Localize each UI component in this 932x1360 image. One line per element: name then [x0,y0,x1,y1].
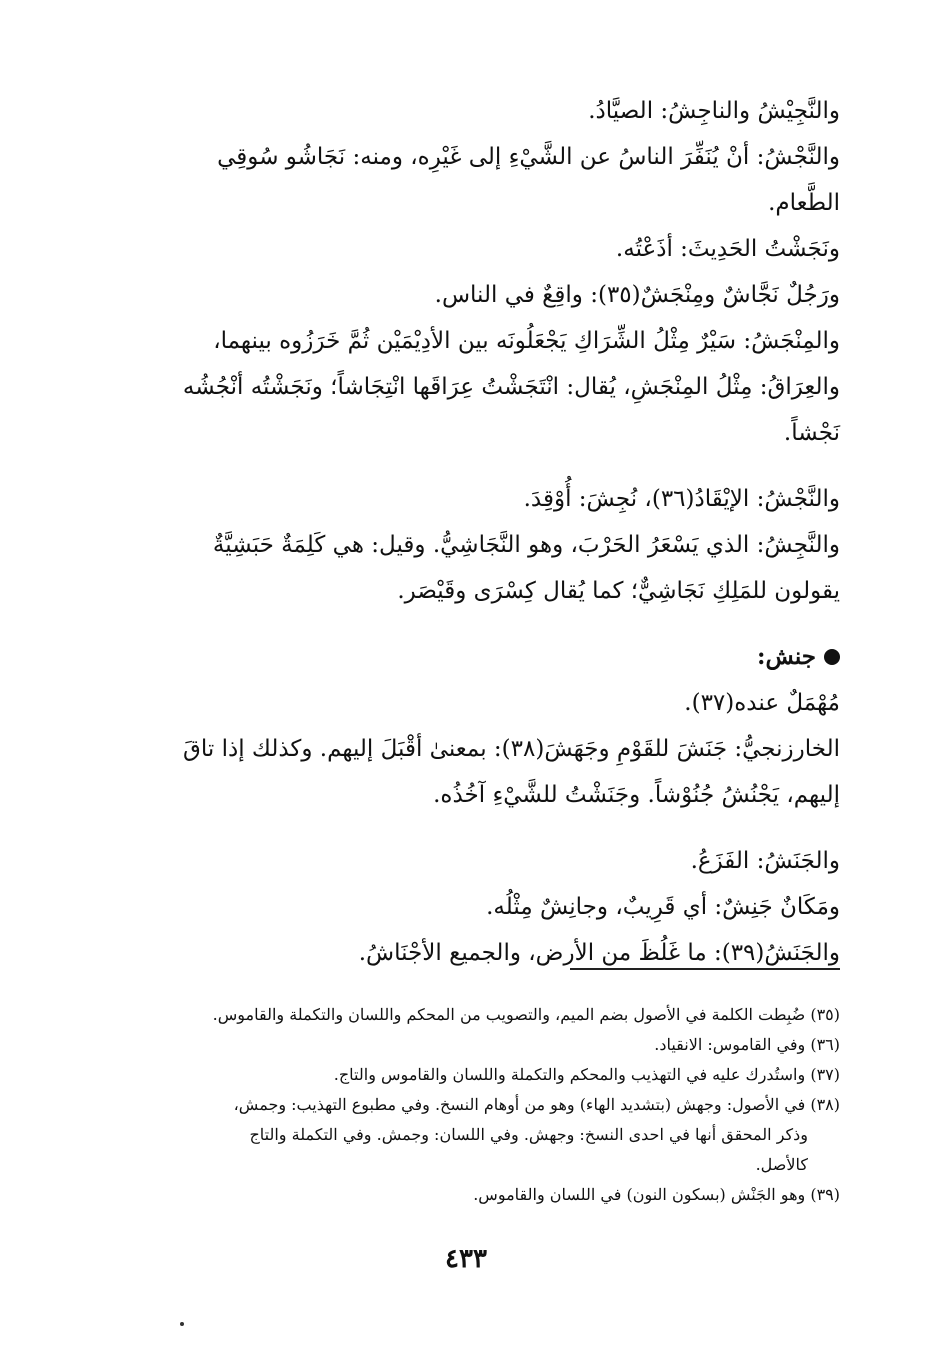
text-line: والعِرَاقُ: مِثْلُ المِنْجَشِ، يُقال: انْتَجَشْتُ عِرَاقَها انْتِجَاشاً؛ ونَجَشْتُه أنْجُشُه [182,374,840,400]
text-line: الخارزنجيُّ: جَنَشَ للقَوْمِ وجَهَشَ(٣٨): بمعنىٰ أقْبَلَ إليهم. وكذلك إذا تاقَ [183,736,840,762]
text-line: إليهم، يَجْنُشُ جُنُوْشاً. وجَنَشْتُ للشَّيْءِ آخُذُه. [433,782,840,808]
footnote: (٣٩) وهو الجَنْش (بسكون النون) في اللسان والقاموس. [473,1185,840,1204]
main-text [92,88,840,976]
footnote [92,1090,840,1180]
paragraph-gap [92,818,840,838]
entry-heading-text: جنش: [757,643,816,670]
text-line: والنَّجْشُ: الإيْقَادُ(٣٦)، نُجِشَ: أُوْقِدَ. [523,486,840,512]
text-line: نَجْشاً. [783,420,840,446]
text-line: ورَجُلٌ نَجَّاشٌ ومِنْجَشٌ(٣٥): واقِعٌ في الناس. [434,282,840,308]
footnote: (٣٧) واستُدرك عليه في التهذيب والمحكم والتكملة واللسان والقاموس والتاج. [333,1065,840,1084]
footnote-text: (٣٨) في الأصول: وجهش (بتشديد الهاء) وهو من أوهام النسخ. وفي مطبوع التهذيب: وجمش، [233,1095,840,1114]
paragraph-gap [92,614,840,634]
scan-speck [180,1322,184,1326]
paragraph-gap [92,456,840,476]
text-line: مُهْمَلٌ عنده(٣٧). [684,690,840,716]
entry-heading [92,634,840,680]
bullet-icon [824,649,840,665]
footnote: (٣٦) وفي القاموس: الانقياد. [654,1035,840,1054]
text-line: ونَجَشْتُ الحَدِيثَ: أذَعْتُه. [615,236,840,262]
footnote-divider [570,968,840,970]
footnote-continuation: وذكر المحقق أنها في احدى النسخ: وجهش. وفي اللسان: وجمش. وفي التكملة والتاج [249,1125,808,1144]
text-line: والنَّجِشُ: الذي يَسْعَرُ الحَرْبَ، وهو النَّجَاشِيُّ. وقيل: هي كَلِمَةٌ حَبَشِيَّةٌ [212,532,840,558]
text-line: والجَنَشُ: الفَزَعُ. [690,848,840,874]
text-line: ومَكَانٌ جَنِشٌ: أي قَرِيبٌ، وجانِشٌ مِثْلُه. [486,894,840,920]
footnotes [92,1000,840,1210]
text-line: والنَّجِيْشُ والناجِشُ: الصيَّادُ. [588,98,840,124]
page-number: ٤٣٣ [445,1244,487,1274]
text-line: والجَنَشُ(٣٩): ما غَلُظَ من الأرض، والجميع الأجْنَاشُ. [358,940,840,966]
footnote-continuation: كالأصل. [755,1155,808,1174]
text-line: يقولون للمَلِكِ نَجَاشِيٌّ؛ كما يُقال كِسْرَى وقَيْصَر. [397,578,840,604]
text-line: والنَّجْشُ: أنْ يُنَفِّرَ الناسُ عن الشَّيْءِ إلى غَيْرِه، ومنه: نَجَاشُو سُوقِي [217,144,840,170]
text-line: الطَّعام. [768,190,840,216]
footnote: (٣٥) ضُبِطت الكلمة في الأصول بضم الميم، والتصويب من المحكم واللسان والتكملة والقاموس. [212,1005,840,1024]
text-line: والمِنْجَشُ: سَيْرٌ مِثْلُ الشِّرَاكِ يَجْعَلُونَه بين الأدِيْمَيْن ثُمَّ خَرَزُوه بينهما، [213,328,840,354]
